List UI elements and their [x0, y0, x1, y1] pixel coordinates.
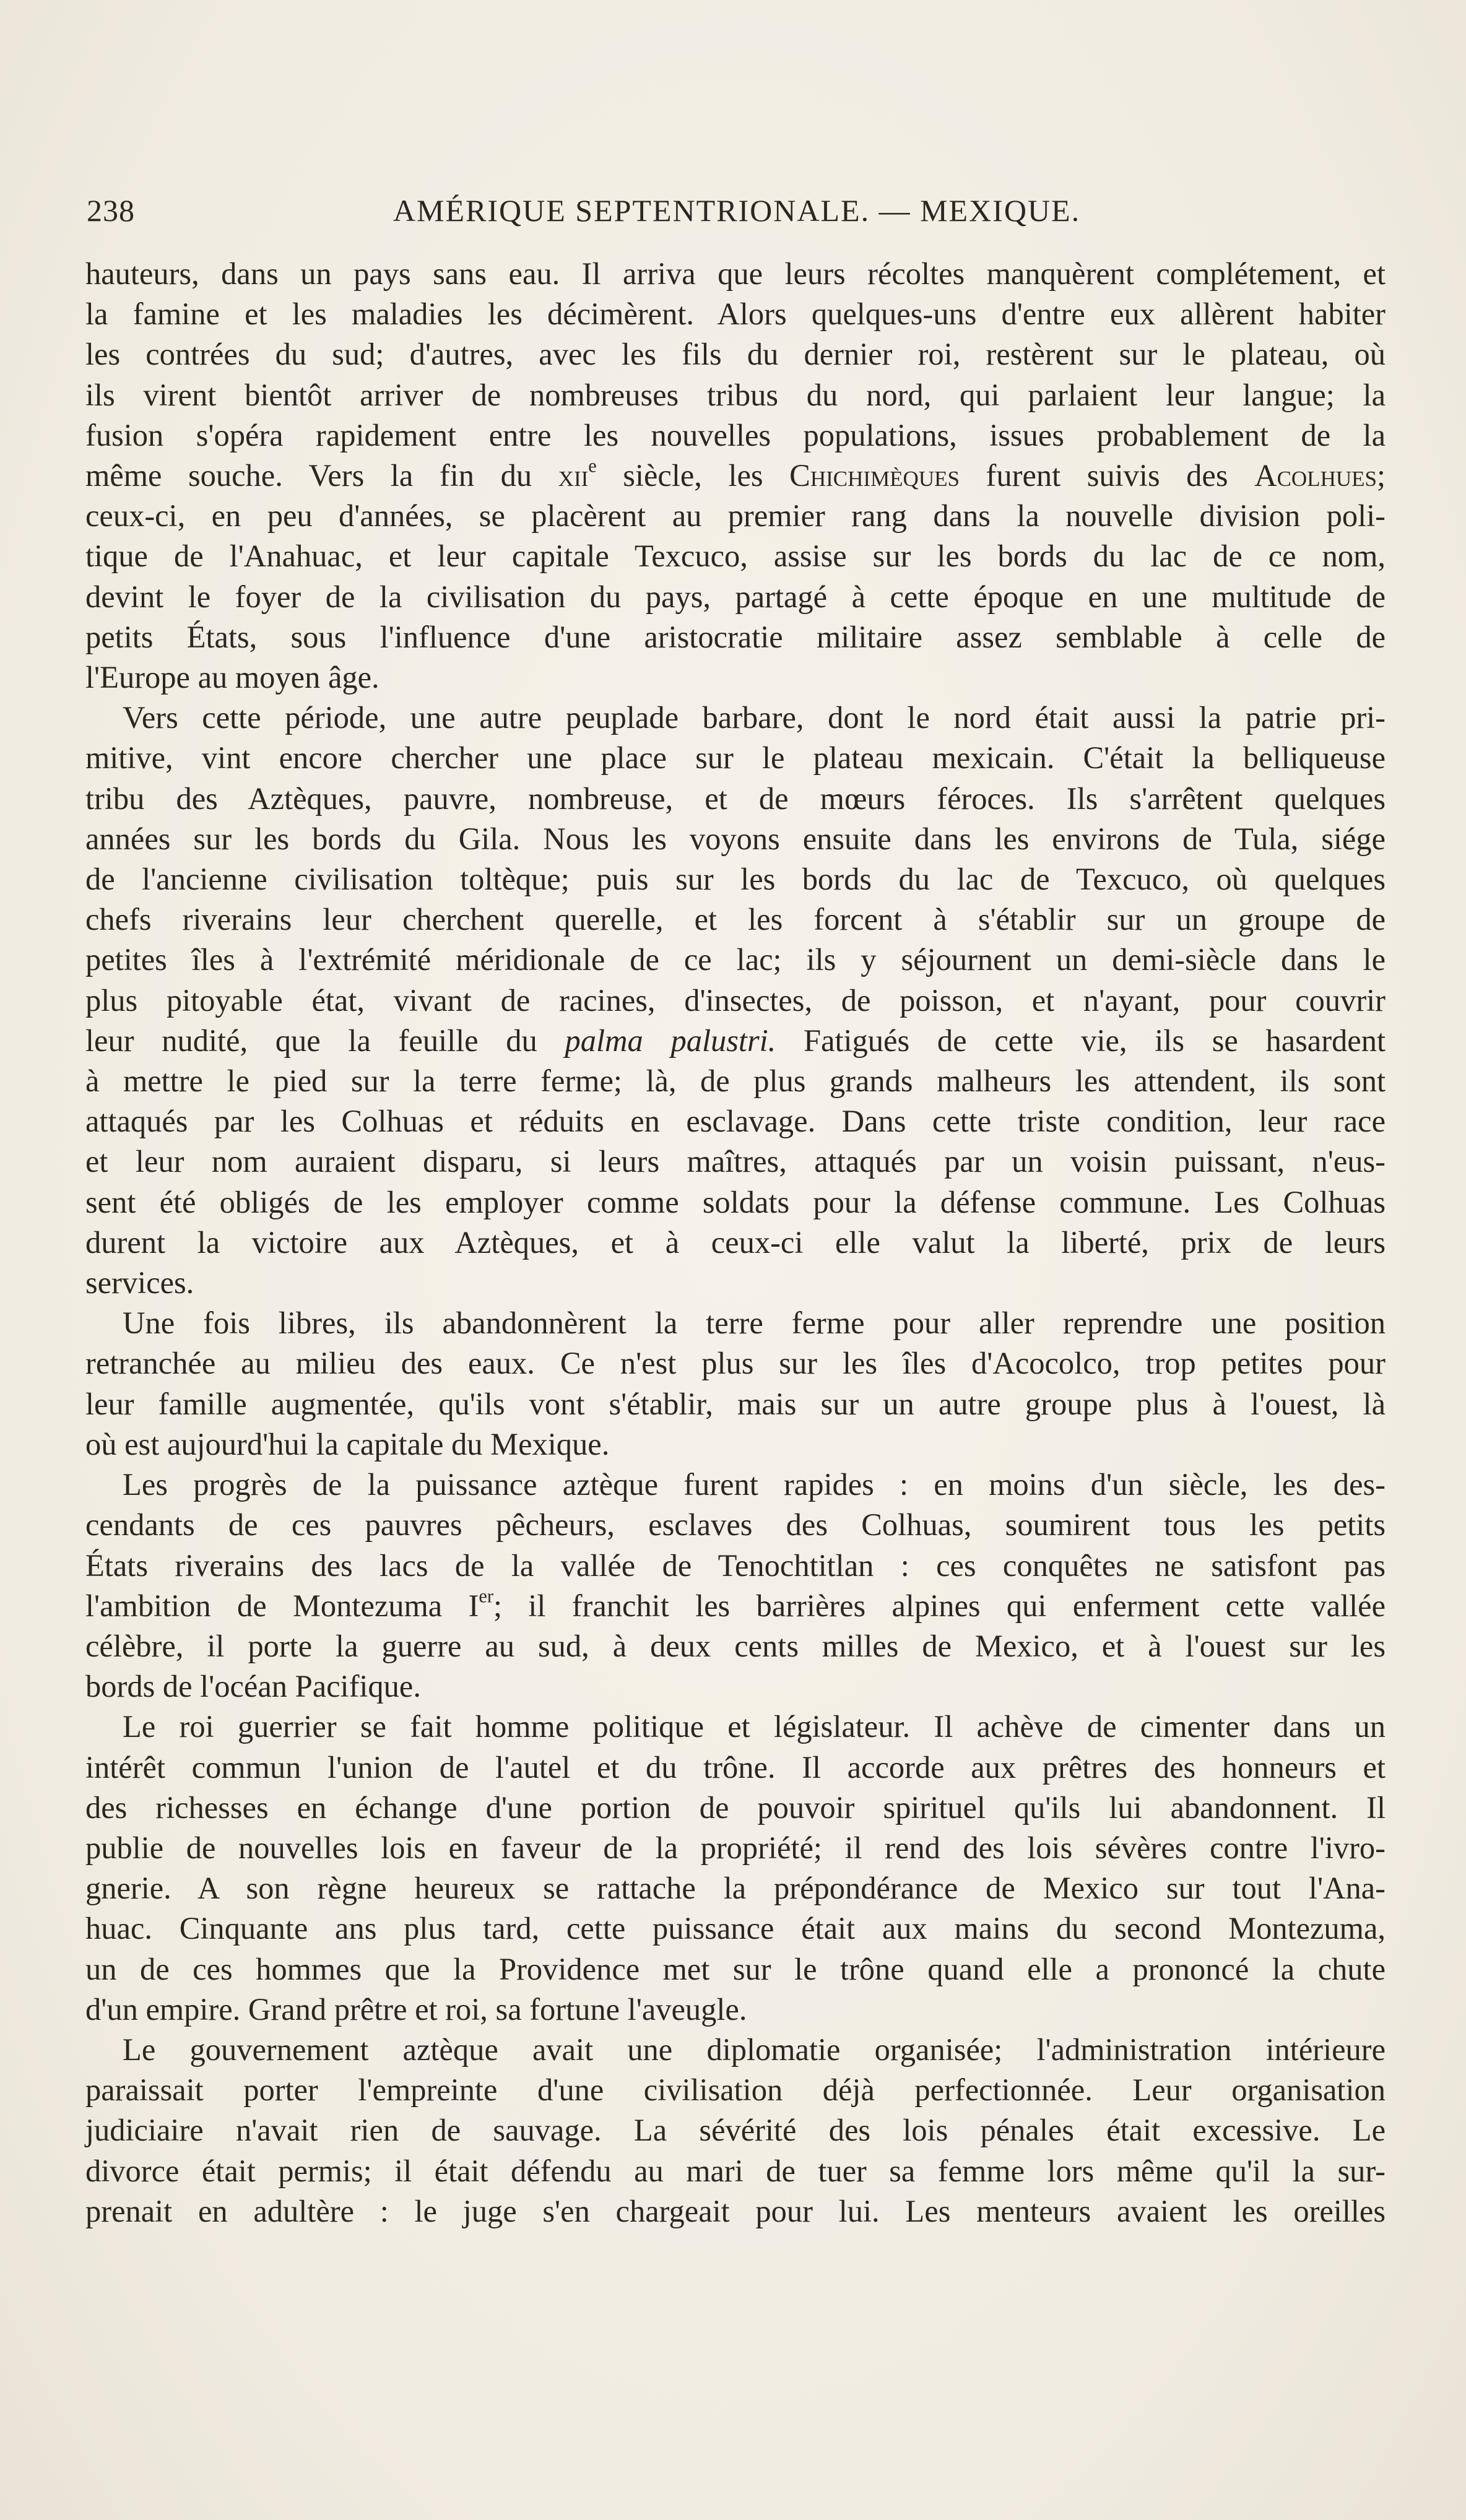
- text-line: ceux-ci, en peu d'années, se placèrent au premier rang dans la nouvelle division poli-: [85, 498, 1386, 534]
- text-line: attaqués par les Colhuas et réduits en esclavage. Dans cette triste condition, leur race: [85, 1104, 1386, 1139]
- text-line: judiciaire n'avait rien de sauvage. La sévérité des lois pénales était excessive. Le: [85, 2113, 1386, 2148]
- text-line: cendants de ces pauvres pêcheurs, esclaves des Colhuas, soumirent tous les petits: [85, 1507, 1386, 1543]
- text-line: où est aujourd'hui la capitale du Mexique.: [85, 1426, 610, 1461]
- people-name: Acolhues: [1254, 458, 1377, 493]
- text-line: plus pitoyable état, vivant de racines, d'insectes, de poisson, et n'ayant, pour couvrir: [85, 982, 1386, 1018]
- text-line: même souche. Vers la fin du xii$^e$ siècle, les Chichimèques furent suivis des Acolhues;: [85, 455, 1386, 493]
- page-number: 238: [87, 193, 135, 228]
- paragraph: [85, 698, 1386, 1303]
- text-line: Une fois libres, ils abandonnèrent la terre ferme pour aller reprendre une position: [123, 1305, 1386, 1341]
- page-header: [87, 189, 1387, 232]
- text-line: chefs riverains leur cherchent querelle, et les forcent à s'établir sur un groupe de: [85, 902, 1386, 937]
- paragraph: [85, 254, 1386, 698]
- text-line: devint le foyer de la civilisation du pays, partagé à cette époque en une multitude de: [85, 579, 1386, 614]
- text-line: publie de nouvelles lois en faveur de la propriété; il rend des lois sévères contre l'ivro-: [85, 1830, 1386, 1865]
- text-line: l'ambition de Montezuma Ier; il franchit les barrières alpines qui enferment cette vallée: [85, 1585, 1386, 1623]
- paragraph: [85, 1707, 1386, 2030]
- running-head: AMÉRIQUE SEPTENTRIONALE. — MEXIQUE.: [393, 193, 1081, 228]
- text-line: mitive, vint encore chercher une place sur le plateau mexicain. C'était la belliqueuse: [85, 740, 1386, 776]
- text-line: services.: [85, 1265, 194, 1301]
- latin-term: palma palustri.: [565, 1023, 776, 1058]
- text-line: Vers cette période, une autre peuplade barbare, dont le nord était aussi la patrie pri-: [123, 700, 1386, 735]
- text-line: tique de l'Anahuac, et leur capitale Texcuco, assise sur les bords du lac de ce nom,: [85, 539, 1386, 574]
- text-line: d'un empire. Grand prêtre et roi, sa fortune l'aveugle.: [85, 1991, 747, 2027]
- text-line: hauteurs, dans un pays sans eau. Il arriva que leurs récoltes manquèrent complétement, et: [85, 256, 1386, 291]
- people-name: Chichimèques: [789, 458, 960, 493]
- text-line: petites îles à l'extrémité méridionale de ce lac; ils y séjournent un demi-siècle dans le: [85, 942, 1386, 977]
- text-line: Le gouvernement aztèque avait une diplomatie organisée; l'administration intérieure: [123, 2032, 1386, 2067]
- text-line: États riverains des lacs de la vallée de Tenochtitlan : ces conquêtes ne satisfont pas: [85, 1548, 1386, 1583]
- text-line: leur nudité, que la feuille du palma palustri. Fatigués de cette vie, ils se hasardent: [85, 1023, 1386, 1058]
- text-line: Les progrès de la puissance aztèque furent rapides : en moins d'un siècle, les des-: [123, 1467, 1386, 1502]
- text-line: retranchée au milieu des eaux. Ce n'est plus sur les îles d'Acocolco, trop petites pour: [85, 1346, 1386, 1381]
- text-line: la famine et les maladies les décimèrent. Alors quelques-uns d'entre eux allèrent habiter: [85, 297, 1386, 332]
- text-line: de l'ancienne civilisation toltèque; puis sur les bords du lac de Texcuco, où quelques: [85, 862, 1386, 897]
- paragraph: [85, 1465, 1386, 1707]
- text-line: un de ces hommes que la Providence met sur le trône quand elle a prononcé la chute: [85, 1951, 1386, 1986]
- text-line: années sur les bords du Gila. Nous les voyons ensuite dans les environs de Tula, siége: [85, 821, 1386, 856]
- paragraph: [85, 2030, 1386, 2232]
- text-line: des richesses en échange d'une portion de pouvoir spirituel qu'ils lui abandonnent. Il: [85, 1790, 1386, 1825]
- body-text: [85, 254, 1386, 2232]
- text-line: à mettre le pied sur la terre ferme; là, de plus grands malheurs les attendent, ils sont: [85, 1063, 1386, 1099]
- text-line: paraissait porter l'empreinte d'une civilisation déjà perfectionnée. Leur organisation: [85, 2072, 1386, 2108]
- text-line: durent la victoire aux Aztèques, et à ceux-ci elle valut la liberté, prix de leurs: [85, 1224, 1386, 1260]
- text-line: sent été obligés de les employer comme soldats pour la défense commune. Les Colhuas: [85, 1184, 1386, 1219]
- text-line: Le roi guerrier se fait homme politique et législateur. Il achève de cimenter dans un: [123, 1709, 1386, 1744]
- text-line: divorce était permis; il était défendu au mari de tuer sa femme lors même qu'il la sur-: [85, 2153, 1386, 2188]
- text-line: tribu des Aztèques, pauvre, nombreuse, et de mœurs féroces. Ils s'arrêtent quelques: [85, 781, 1386, 816]
- text-line: prenait en adultère : le juge s'en chargeait pour lui. Les menteurs avaient les oreilles: [85, 2193, 1386, 2228]
- paragraph: [85, 1303, 1386, 1465]
- text-line: petits États, sous l'influence d'une aristocratie militaire assez semblable à celle de: [85, 619, 1386, 654]
- text-line: leur famille augmentée, qu'ils vont s'établir, mais sur un autre groupe plus à l'ouest, là: [85, 1386, 1386, 1421]
- text-line: gnerie. A son règne heureux se rattache la prépondérance de Mexico sur tout l'Ana-: [85, 1871, 1386, 1906]
- text-line: les contrées du sud; d'autres, avec les fils du dernier roi, restèrent sur le plateau, où: [85, 337, 1386, 372]
- text-line: huac. Cinquante ans plus tard, cette puissance était aux mains du second Montezuma,: [85, 1911, 1386, 1946]
- text-line: et leur nom auraient disparu, si leurs maîtres, attaqués par un voisin puissant, n'eus-: [85, 1144, 1386, 1179]
- text-line: intérêt commun l'union de l'autel et du trône. Il accorde aux prêtres des honneurs et: [85, 1749, 1386, 1785]
- text-line: fusion s'opéra rapidement entre les nouvelles populations, issues probablement de la: [85, 417, 1386, 452]
- text-line: célèbre, il porte la guerre au sud, à deux cents milles de Mexico, et à l'ouest sur les: [85, 1628, 1386, 1663]
- text-line: l'Europe au moyen âge.: [85, 660, 380, 695]
- text-line: bords de l'océan Pacifique.: [85, 1669, 421, 1704]
- text-line: ils virent bientôt arriver de nombreuses tribus du nord, qui parlaient leur langue; la: [85, 377, 1386, 412]
